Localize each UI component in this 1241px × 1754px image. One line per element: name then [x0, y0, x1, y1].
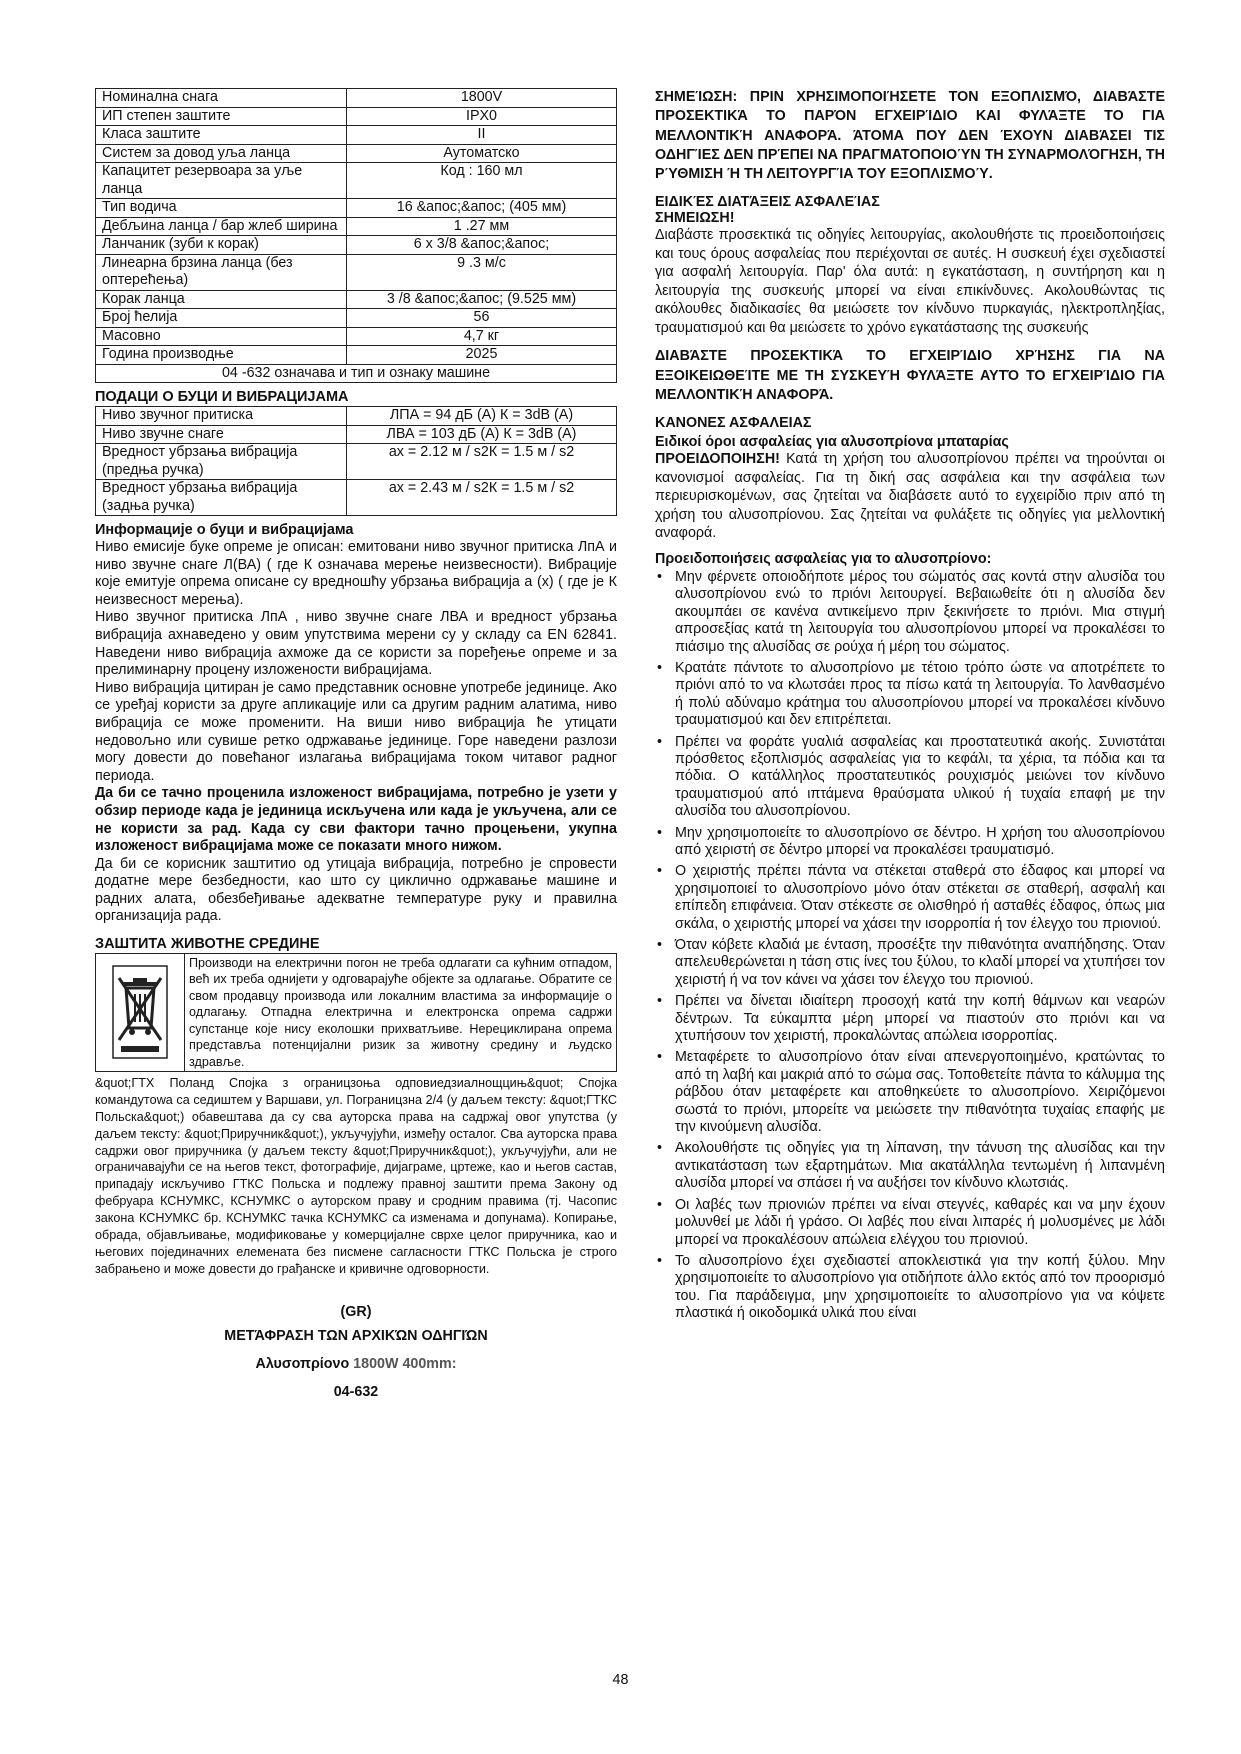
noise-label: Вредност убрзања вибрација (задња ручка)	[96, 480, 347, 516]
list-item: • Μεταφέρετε το αλυσοπρίονο όταν είναι απενεργοποιημένο, κρατώντας το από τη λαβή και μακριά από το σώμα σας. Τοποθετείτε πάντα το κάλυμμα της ράβδου όταν μεταφέρετε και αποθηκεύετε το αλυσοπρίονο. Χειριζόμενοι σωστά το πριόνι, μπορείτε να μειώσετε την πιθανότητα τυχαίας επαφής με την κινούμενη αλυσίδα.	[675, 1049, 1165, 1136]
safety-list	[655, 569, 1165, 1323]
noise-label: Ниво звучне снаге	[96, 425, 347, 444]
spec-value: 6 x 3/8 &апос;&апос;	[347, 236, 617, 255]
info-paragraph-3: Ниво вибрација цитиран је само представник основне употребе јединице. Ако се уређај користи за друге апликације или са другим радним алатима, ниво вибрација се може променити. На виши ниво вибрација ће утицати недовољно или сувише ретко одржавање јединице. Горе наведени разлози могу довести до повећаног излагања вибрацијама током читавог радног периода.	[95, 679, 617, 784]
weee-bin-icon	[96, 954, 185, 1071]
list-item: • Κρατάτε πάντοτε το αλυσοπρίονο με τέτοιο τρόπο ώστε να αποτρέπετε το πριόνι από το να κλωτσάει προς τα πίσω κατά τη λειτουργία. Το λανθασμένο ή πολύ αδύναμο κράτημα του αλυσοπρίονου μπορεί να προκαλέσει κίνδυνο τραυματισμού και δεν επιτρέπεται.	[675, 660, 1165, 730]
spec-footer: 04 -632 означава и тип и ознаку машине	[96, 364, 617, 383]
spec-row	[96, 163, 617, 199]
spec-label: Номинална снага	[96, 89, 347, 108]
spec-row	[96, 254, 617, 290]
spec-value: IPX0	[347, 107, 617, 126]
warning-text: Κατά τη χρήση του αλυσοπρίονου πρέπει να τηρούνται οι κανονισμοί ασφαλείας. Για τη δική σας ασφάλεια και την ασφάλεια των περιευρισκομένων, σας ζητείται να διαβάσετε αυτό το εγχειρίδιο πριν από τη χρήση του αλυσοπρίονου. Σας ζητείται να φυλάξετε τις οδηγίες για μελλοντική αναφορά.	[655, 451, 1165, 542]
noise-label: Вредност убрзања вибрација (предња ручка)	[96, 444, 347, 480]
spec-label: Година производње	[96, 346, 347, 365]
spec-row	[96, 327, 617, 346]
read-manual-notice: ΔΙΑΒΆΣΤΕ ΠΡΟΣΕΚΤΙΚΆ ΤΟ ΕΓΧΕΙΡΊΔΙΟ ΧΡΉΣΗΣ ΓΙΑ ΝΑ ΕΞΟΙΚΕΙΩΘΕΊΤΕ ΜΕ ΤΗ ΣΥΣΚΕΥΉ ΦΥΛΆΞΤΕ ΑΥΤΌ ΤΟ ΕΓΧΕΙΡΊΔΙΟ ΓΙΑ ΜΕΛΛΟΝΤΙΚΉ ΑΝΑΦΟΡΆ.	[655, 348, 1165, 404]
env-box	[95, 953, 617, 1072]
spec-label: Масовно	[96, 327, 347, 346]
info-heading: Информације о буци и вибрацијама	[95, 522, 354, 538]
spec-label: ИП степен заштите	[96, 107, 347, 126]
info-paragraph-4: Да би се тачно проценила изложеност вибрацијама, потребно је узети у обзир периоде када је јединица искључена или када је укључена, али се не користи за рад. Када су сви фактори тачно процењени, укупна изложеност вибрацијама може се показати много нижом.	[95, 785, 617, 855]
list-item: • Ο χειριστής πρέπει πάντα να στέκεται σταθερά στο έδαφος και μπορεί να χρησιμοποιεί το αλυσοπρίονο μόνο όταν στέκεται σε σταθερή, ασφαλή και επίπεδη επιφάνεια. Όταν στέκεστε σε ολισθηρό ή ασταθές έδαφος, όπως μια σκάλα, ο χειριστής μπορεί να χάσει την ισορροπία ή τον έλεγχο του πριονιού.	[675, 863, 1165, 933]
env-text: Производи на електрични погон не треба одлагати са кућним отпадом, већ их треба однијети у одговарајуће објекте за одлагање. Обратите се свом продавцу производа или локалним властима за информације о одлагању. Отпадна електрична и електронска опрема садржи супстанце које нису еколошки прихватљиве. Нерециклирана опрема представља потенцијални ризик за животну средину и људско здравље.	[189, 956, 612, 1069]
gr-model-suffix: 1800W 400mm:	[353, 1355, 457, 1372]
spec-value: Аутоматско	[347, 144, 617, 163]
gr-model-prefix: Αλυσοπρίονο	[255, 1355, 350, 1372]
rules-heading: ΚΑΝΟΝΕΣ ΑΣΦΑΛΕΙΑΣ	[655, 415, 812, 432]
spec-value: 2025	[347, 346, 617, 365]
special-heading: ΕΙΔΙΚΈΣ ΔΙΑΤΆΞΕΙΣ ΑΣΦΑΛΕΊΑΣ	[655, 194, 880, 211]
list-item: • Μην χρησιμοποιείτε το αλυσοπρίονο σε δέντρο. Η χρήση του αλυσοπρίονου από χειριστή σε δέντρο μπορεί να προκαλέσει τραυματισμό.	[675, 825, 1165, 860]
right-column	[655, 88, 1165, 1327]
spec-label: Корак ланца	[96, 290, 347, 309]
intro-paragraph: Διαβάστε προσεκτικά τις οδηγίες λειτουργίας, ακολουθήστε τις προειδοποιήσεις και τους όρους ασφαλείας που περιέχονται σε αυτές. Η συσκευή έχει σχεδιαστεί για ασφαλή λειτουργία. Παρ' όλα αυτά: η εγκατάσταση, η συντήρηση και η λειτουργία της συσκευής μπορεί να είναι επικίνδυνες. Ακολουθώντας τις ακόλουθες διαδικασίες θα μειώσετε τον κίνδυνο πυρκαγιάς, ηλεκτροπληξίας, τραυματισμού και θα μειώσετε το χρόνο εγκατάστασης της συσκευής	[655, 227, 1165, 336]
spec-label: Систем за довод уља ланца	[96, 144, 347, 163]
notice: ΣΗΜΕΊΩΣΗ: ΠΡΙΝ ΧΡΗΣΙΜΟΠΟΙΉΣΕΤΕ ΤΟΝ ΕΞΟΠΛΙΣΜΌ, ΔΙΑΒΆΣΤΕ ΠΡΟΣΕΚΤΙΚΆ ΤΟ ΠΑΡΌΝ ΕΓΧΕΙΡΊΔΙΟ ΚΑΙ ΦΥΛΆΞΤΕ ΤΟ ΓΙΑ ΜΕΛΛΟΝΤΙΚΉ ΑΝΑΦΟΡΆ. ΆΤΟΜΑ ΠΟΥ ΔΕΝ ΈΧΟΥΝ ΔΙΑΒΆΣΕΙ ΤΙΣ ΟΔΗΓΊΕΣ ΔΕΝ ΠΡΈΠΕΙ ΝΑ ΠΡΑΓΜΑΤΟΠΟΙΟΎΝ ΤΗ ΣΥΝΑΡΜΟΛΌΓΗΣΗ, ΤΗ ΡΎΘΜΙΣΗ Ή ΤΗ ΛΕΙΤΟΥΡΓΊΑ ΤΟΥ ΕΞΟΠΛΙΣΜΟΎ.	[655, 89, 1165, 183]
page-number: 48	[612, 1672, 629, 1688]
spec-label: Капацитет резервоара за уље ланца	[96, 163, 347, 199]
spec-row	[96, 217, 617, 236]
spec-label: Ланчаник (зуби к корак)	[96, 236, 347, 255]
warning-paragraph	[655, 450, 1165, 543]
env-heading: ЗАШТИТА ЖИВОТНЕ СРЕДИНЕ	[95, 936, 320, 953]
spec-value: 16 &апос;&апос; (405 мм)	[347, 199, 617, 218]
spec-row	[96, 236, 617, 255]
noise-value: ЛВА = 103 дБ (А) К = 3dB (А)	[347, 425, 617, 444]
list-item: • Οι λαβές των πριονιών πρέπει να είναι στεγνές, καθαρές και να μην έχουν μολυνθεί με λάδι ή γράσο. Οι λαβές που είναι λιπαρές ή μολυσμένες με λάδι μπορεί να προκαλέσουν απώλεια ελέγχου του πριονιού.	[675, 1197, 1165, 1249]
spec-row	[96, 309, 617, 328]
noise-row	[96, 425, 617, 444]
note-heading: ΣΗΜΕΙΩΣΗ!	[655, 210, 735, 227]
noise-heading: ПОДАЦИ О БУЦИ И ВИБРАЦИЈАМА	[95, 389, 349, 405]
spec-row	[96, 126, 617, 145]
spec-value: 1 .27 мм	[347, 217, 617, 236]
list-item: • Το αλυσοπρίονο έχει σχεδιαστεί αποκλειστικά για την κοπή ξύλου. Μην χρησιμοποιείτε το αλυσοπρίονο για οτιδήποτε άλλο εκτός από τον προορισμό του. Για παράδειγμα, μην χρησιμοποιείτε το αλυσοπρίονο για να κόψετε πλαστικά ή οικοδομικά υλικά που είναι	[675, 1253, 1165, 1323]
info-paragraph-2: Ниво звучног притиска ЛпА , ниво звучне снаге ЛВА и вредност убрзања вибрација ахнаведено у овим упутствима мерени су у складу са EN 62841. Наведени ниво вибрација ахможе да се користи за поређење опреме и за прелиминарну процену изложености вибрацијама.	[95, 609, 617, 679]
spec-value: 3 /8 &апос;&апос; (9.525 мм)	[347, 290, 617, 309]
spec-value: 9 .3 м/с	[347, 254, 617, 290]
spec-value: II	[347, 126, 617, 145]
spec-value: 4,7 кг	[347, 327, 617, 346]
spec-label: Дебљина ланца / бар жлеб ширина	[96, 217, 347, 236]
info-paragraph-5: Да би се корисник заштитио од утицаја вибрација, потребно је спровести додатне мере безбедности, као што су циклично одржавање машине и радних алата, обезбеђивање адекватне температуре руку и правилна организација рада.	[95, 855, 617, 925]
list-item: • Ακολουθήστε τις οδηγίες για τη λίπανση, την τάνυση της αλυσίδας και την αντικατάσταση των εξαρτημάτων. Μια ακατάλληλα τεντωμένη ή λιπανμένη αλυσίδα μπορεί να σπάσει ή να αυξήσει τον κίνδυνο κλωτσιάς.	[675, 1140, 1165, 1192]
noise-value: ЛПА = 94 дБ (А) К = 3dB (А)	[347, 407, 617, 426]
noise-row	[96, 407, 617, 426]
copyright-text: &quot;ГТХ Поланд Спојка з ограницзоња одповиедзиалнощцињ&quot; Спојка командутowа са седиштем у Варшави, ул. Пограницзна 2/4 (у даљем тексту: &quot;ГТКС Польска&quot;) обавештава да су сва ауторска права на садржај овог упутства (у даљем тексту: &quot;Приручник&quot;), укључујући, између осталог. Сва ауторска права садржи овог приручника (у даљем тексту &quot;Приручник&quot;), укључујући, али не ограничавајући се на његов текст, фотографије, дијаграме, цртеже, као и његов састав, припадају искључиво ГТКС Польска и подлежу правној заштити према Закону од фебруара КСНУМКС, КСНУМКС о ауторском праву и сродним правима (тј. Часопис закона КСНУМКС бр. КСНУМКС тачка КСНУМКС са изменама и допунама). Копирање, обрада, објављивање, модификовање у комерцијалне сврхе целог приручника, као и његових појединачних елемената без писмене сагласности ГТКС Польска је строго забрањено и може довести до грађанске и кривичне одговорности.	[95, 1075, 617, 1276]
spec-row	[96, 290, 617, 309]
spec-row	[96, 199, 617, 218]
noise-row	[96, 444, 617, 480]
spec-value: Код : 160 мл	[347, 163, 617, 199]
list-item: • Μην φέρνετε οποιοδήποτε μέρος του σώματός σας κοντά στην αλυσίδα του αλυσοπρίονου ενώ το πριόνι λειτουργεί. Βεβαιωθείτε ότι η αλυσίδα δεν ακουμπάει σε κανένα αντικείμενο πριν ξεκινήσετε το πριόνι. Μια στιγμή απροσεξίας κατά τη λειτουργία του αλυσοπρίονου μπορεί να προκαλέσει το πιάσιμο της αλυσίδας σε ρούχα ή μέρη του σώματος.	[675, 569, 1165, 656]
noise-table	[95, 406, 617, 516]
gr-label: (GR)	[340, 1303, 372, 1320]
noise-row	[96, 480, 617, 516]
spec-footer-row	[96, 364, 617, 383]
gr-title: ΜΕΤΆΦΡΑΣΗ ΤΩΝ ΑΡΧΙΚΏΝ ΟΔΗΓΙΏΝ	[224, 1327, 488, 1344]
left-column	[95, 88, 617, 1400]
spec-label: Линеарна брзина ланца (без оптерећења)	[96, 254, 347, 290]
spec-row	[96, 107, 617, 126]
warning-label: ΠΡΟΕΙΔΟΠΟΙΗΣΗ!	[655, 451, 780, 468]
spec-row	[96, 144, 617, 163]
spec-row	[96, 89, 617, 108]
list-heading: Προειδοποιήσεις ασφαλείας για το αλυσοπρίονο:	[655, 550, 992, 567]
list-item: • Πρέπει να φοράτε γυαλιά ασφαλείας και προστατευτικά ακοής. Συνιστάται πρόσθετος εξοπλισμός ασφαλείας για το κεφάλι, τα χέρια, τα πόδια και τα πόδια. Ο κατάλληλος προστατευτικός ρουχισμός μειώνει τον κίνδυνο τραυματισμού από ιπτάμενα θραύσματα υλικού ή τυχαία επαφή με την αλυσίδα του αλυσοπρίονου.	[675, 734, 1165, 821]
info-paragraph-1: Ниво емисије буке опреме је описан: емитовани ниво звучног притиска ЛпА и ниво звучне снаге Л(ВА) ( где К означава мерење неизвесности). Вибрације које емитује опрема описане су вредношћу убрзања вибрација а (х) ( где је К неизвесност мерења).	[95, 539, 617, 608]
spec-label: Класа заштите	[96, 126, 347, 145]
list-item: • Πρέπει να δίνεται ιδιαίτερη προσοχή κατά την κοπή θάμνων και νεαρών δέντρων. Τα εύκαμπτα μέρη μπορεί να πιαστούν στο πριόνι και να χτυπήσουν τον χειριστή, προκαλώντας απώλεια ισορροπίας.	[675, 993, 1165, 1045]
gr-model	[95, 1356, 617, 1372]
noise-label: Ниво звучног притиска	[96, 407, 347, 426]
spec-label: Тип водича	[96, 199, 347, 218]
list-item: • Όταν κόβετε κλαδιά με ένταση, προσέξτε την πιθανότητα αναπήδησης. Όταν απελευθερώνεται η τάση στις ίνες του ξύλου, το κλαδί μπορεί να χτυπήσει τον χειριστή ή να τον κάνει να χάσει τον έλεγχο του πριονιού.	[675, 937, 1165, 989]
rules-subheading: Ειδικοί όροι ασφαλείας για αλυσοπρίονα μπαταρίας	[655, 434, 1009, 451]
spec-value: 1800V	[347, 89, 617, 108]
noise-value: ах = 2.12 м / s2К = 1.5 м / s2	[347, 444, 617, 480]
spec-value: 56	[347, 309, 617, 328]
gr-code: 04-632	[333, 1383, 379, 1400]
spec-row	[96, 346, 617, 365]
noise-value: ах = 2.43 м / s2К = 1.5 м / s2	[347, 480, 617, 516]
spec-label: Број ћелија	[96, 309, 347, 328]
spec-table	[95, 88, 617, 383]
